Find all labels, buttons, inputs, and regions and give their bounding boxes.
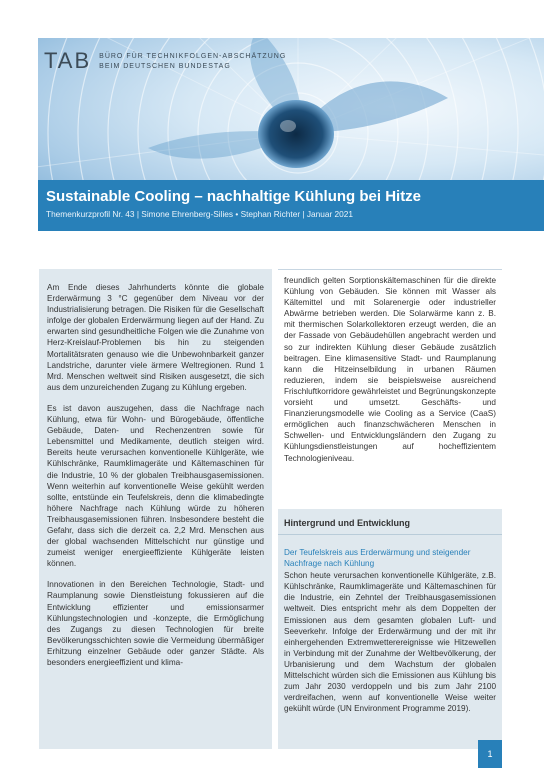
section-subheading: Der Teufelskreis aus Erderwärmung und steigender Nachfrage nach Kühlung	[284, 548, 471, 569]
section-heading: Hintergrund und Entwicklung	[284, 518, 410, 528]
paragraph: Es ist davon auszugehen, dass die Nachfrage nach Kühlung, etwa für Wohn- und Bürogebäude, öffentliche Gebäude, Daten- und Rechenzentren sowie für Lebensmittel und Medikamente, deutlich steigen wird. Bereits heute verursachen konventionelle Kühlgeräte, wie Kühlschränke, Raumklimageräte und Kältemaschinen für die Industrie, 10 % der globalen Treibhausgasemissionen. Wenn weiterhin auf konventionelle Weise gekühlt werden sollte, entstünde ein Teufelskreis, denn die klimabedingte höhere Nachfrage nach Kühlung würde zu höheren Treibhausgasemissionen führen. Insbesondere besteht die Gefahr, dass sich die derzeit ca. 2,2 Mrd. Menschen aus der global wachsenden Mittelschicht nur günstige und zumeist weniger energieeffiziente Kühlgeräte leisten können.	[47, 403, 264, 569]
paragraph: Innovationen in den Bereichen Technologie, Stadt- und Raumplanung sowie Dienstleistung fokussieren auf die Entwicklung effizienter und emissionsarmer Kühlungstechnologien und -konzepte, die Ermöglichung des Zugangs zu diesen Technologien für breite Bevölkerungsschichten sowie die Vermeidung übermäßiger Erhitzung einzelner Gebäude oder ganzer Städte. Als besonders energieeffizient und klima-	[47, 580, 264, 667]
background-section	[278, 509, 502, 749]
paragraph: freundlich gelten Sorptionskältemaschinen für die direkte Kühlung von Gebäuden. Sie können mit Wasser als Kältemittel und mit Solarenergie oder industrieller Abwärme betrieben werden. Die Solarwärme kann z. B. mit thermischen Solarkollektoren erzeugt werden, die an der Fassade von Gebäudehüllen angebracht werden und so zur indirekten Kühlung dieser Gebäude zusätzlich beitragen. Eine klimasensitive Stadt- und Raumplanung kann die Hitzeinselbildung in urbanen Räumen reduzieren, indem sie beispielsweise ausreichend Frischluftkorridore gewährleistet und Begrünungskonzepte vorsieht und umsetzt. Geschäfts- und Finanzierungsmodelle wie Cooling as a Service (CaaS) ermöglichen auch finanzschwächeren Menschen in Schwellen- und Entwicklungsländern den Zugang zu Kühlungsdienstleistungen auf hocheffizientem Technologieniveau.	[284, 276, 496, 463]
document-title: Sustainable Cooling – nachhaltige Kühlung bei Hitze	[46, 188, 422, 205]
logo-mark: TAB	[44, 48, 92, 73]
organization-name	[99, 50, 286, 72]
paragraph: Am Ende dieses Jahrhunderts könnte die globale Erderwärmung 3 °C gegenüber dem Niveau vor der Industrialisierung betragen. Die Risiken für die Gesellschaft infolge der globalen Erderwärmung liegen auf der Hand. Zu erwarten sind gesundheitliche Folgen wie die Zunahme von Herz-Kreislauf-Problemen bis hin zu steigenden Mortalitätsraten genauso wie die Unbewohnbarkeit ganzer Landstriche, darunter viele ärmere Weltregionen. Rund 1 Mrd. Menschen weltweit sind Risiken ausgesetzt, die sich aus dem unzureichenden Zugang zu Kühlung ergeben.	[47, 283, 264, 392]
paragraph: Schon heute verursachen konventionelle Kühlgeräte, z.B. Kühlschränke, Raumklimageräte und Kältemaschinen für die Industrie, ein Zehntel der Treibhausgasemissionen weltweit. Dies entspricht mehr als dem Doppelten der Emissionen aus dem gesamten globalen Luft- und Seeverkehr. Infolge der Erderwärmung und der mit ihr einhergehenden Extremwetterereignisse wie Hitzewellen in Verbindung mit der Zunahme der Weltbevölkerung, der Urbanisierung und dem Wachstum der globalen Mittelschicht würden sich die Emissionen aus Kühlung bis zum Jahr 2030 verdoppeln und bis zum Jahr 2100 verdreifachen, wenn auf konventionelle Weise weiter gekühlt würde (UN Environment Programme 2019).	[284, 571, 496, 714]
tab-logo	[44, 50, 286, 72]
organization-line-2: BEIM DEUTSCHEN BUNDESTAG	[99, 63, 231, 70]
left-column	[39, 269, 272, 749]
divider	[278, 534, 502, 535]
organization-line-1: BÜRO FÜR TECHNIKFOLGEN-ABSCHÄTZUNG	[99, 53, 287, 60]
title-band	[38, 180, 544, 231]
document-subtitle: Themenkurzprofil Nr. 43 | Simone Ehrenberg-Silies • Stephan Richter | Januar 2021	[46, 209, 353, 219]
page-number: 1	[478, 740, 502, 768]
right-column	[278, 269, 502, 502]
